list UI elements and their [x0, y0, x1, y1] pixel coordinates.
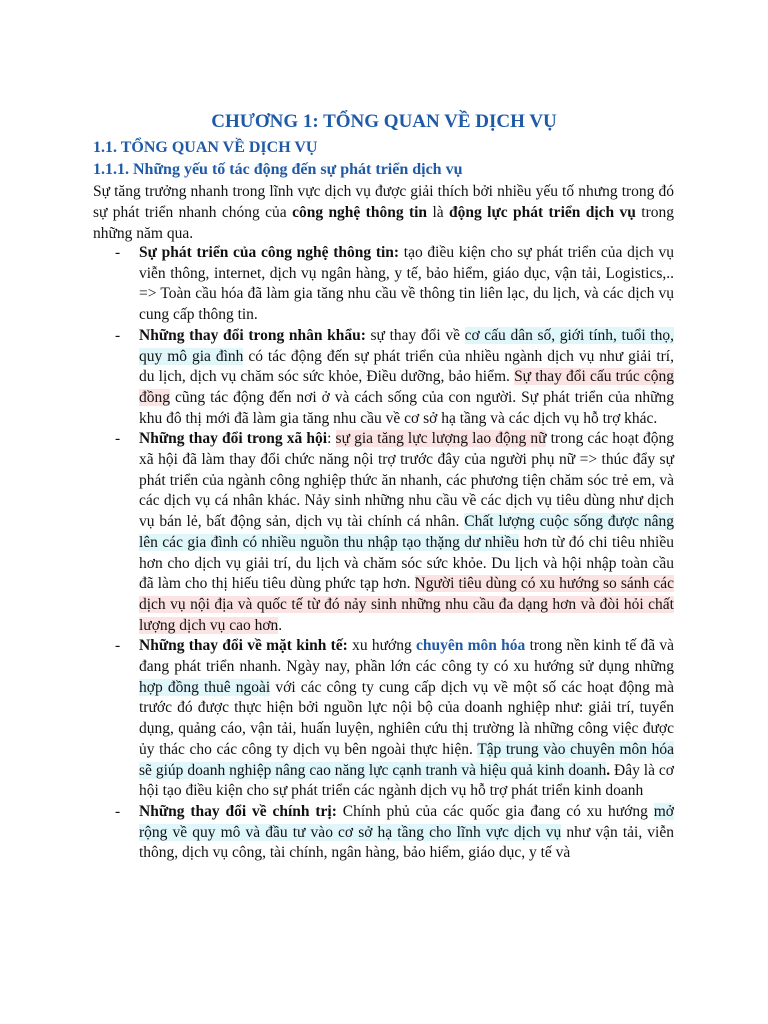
item-text: trong nền kinh tế đã và đang phát triển nhanh. Ngày nay, phần lớn các công ty có xu hướng sử dụng những [139, 637, 674, 676]
list-item-demographics [93, 326, 674, 430]
item-text: xu hướng [347, 637, 416, 655]
highlight-cyan: hợp đồng thuê ngoài [139, 678, 271, 696]
item-text: : [327, 430, 336, 448]
bullet-dash: - [115, 802, 121, 820]
intro-bold-driver: động lực phát triển dịch vụ [449, 204, 636, 221]
highlight-pink: sự gia tăng lực lượng lao động nữ [335, 430, 547, 448]
item-text: tạo điều kiện cho sự phát triển của dịch vụ viễn thông, internet, dịch vụ ngân hàng, y tế, bảo hiểm, giáo dục, vận tải, Logistics,.. => Toàn cầu hóa đã làm gia tăng nhu cầu về thông tin liên lạc, du lịch, và các dịch vụ cung cấp thông tin. [139, 244, 674, 324]
item-text: hơn từ đó chi tiêu nhiều hơn cho dịch vụ giải trí, du lịch và chăm sóc sức khỏe. Du lịch và hội nhập toàn cầu đã làm cho thị hiếu tiêu dùng phức tạp hơn. [139, 533, 674, 593]
item-text: Chính phủ của các quốc gia đang có xu hướng [336, 802, 654, 820]
list-item-economy [93, 636, 674, 802]
item-text: sự thay đổi về [365, 326, 465, 344]
highlight-cyan: mở rộng về quy mô và đầu tư vào cơ sở hạ tầng cho lĩnh vực dịch vụ [139, 802, 674, 841]
bullet-dash: - [115, 244, 121, 261]
highlight-cyan: Tập trung vào chuyên môn hóa sẽ giúp doanh nghiệp nâng cao năng lực cạnh tranh và hiệu quả kinh doanh [139, 740, 675, 779]
intro-bold-it: công nghệ thông tin [292, 204, 428, 221]
factor-list [93, 243, 674, 864]
intro-text: Sự tăng trưởng nhanh trong lĩnh vực dịch vụ được giải thích bởi nhiều yếu tố nhưng trong đó sự phát triển nhanh chóng của [93, 183, 674, 221]
bullet-dash: - [115, 637, 121, 655]
intro-text: trong những năm qua. [93, 204, 675, 242]
item-label: Những thay đổi trong xã hội [139, 430, 328, 448]
highlight-cyan: Chất lượng cuộc sống được nâng lên các gia đình có nhiều nguồn thu nhập tạo thặng dư nhiều [139, 513, 674, 551]
item-label: Những thay đổi về chính trị: [139, 802, 337, 820]
highlight-pink: Sự thay đổi cấu trúc cộng đồng [139, 368, 674, 406]
item-text: . [278, 616, 283, 634]
subsection-heading: 1.1.1. Những yếu tố tác động đến sự phát triển dịch vụ [93, 161, 463, 178]
bold-period: . [606, 761, 611, 779]
intro-text: là [427, 204, 450, 221]
item-text: Đây là cơ hội tạo điều kiện cho sự phát triển các ngành dịch vụ hỗ trợ phát triển kinh doanh [139, 761, 674, 800]
item-text: cũng tác động đến nơi ở và cách sống của con người. Sự phát triển của những khu đô thị mới đã làm gia tăng nhu cầu về cơ sở hạ tầng và các dịch vụ hỗ trợ khác. [139, 388, 674, 427]
keyword-specialization: chuyên môn hóa [416, 637, 526, 655]
highlight-cyan: cơ cấu dân số, giới tính, tuổi thọ, quy mô gia đình [139, 326, 674, 365]
item-text: trong các hoạt động xã hội đã làm thay đổi chức năng nội trợ trước đây của người phụ nữ => thúc đẩy sự phát triển của ngành công nghiệp thức ăn nhanh, các phương tiện chăm sóc trẻ em, và các dịch vụ cá nhân khác. Nảy sinh những nhu cầu về các dịch vụ tiêu dùng như dịch vụ bán lẻ, bất động sản, dịch vụ tài chính cá nhân. [139, 430, 674, 531]
intro-paragraph [93, 181, 674, 244]
item-text: như vận tải, viễn thông, dịch vụ công, tài chính, ngân hàng, bảo hiểm, giáo dục, y tế và [139, 823, 674, 862]
section-heading: 1.1. TỔNG QUAN VỀ DỊCH VỤ [93, 139, 318, 156]
item-text: với các công ty cung cấp dịch vụ về một số các hoạt động mà trước đó được thực hiện bởi nguồn lực nội bộ của doanh nghiệp như: giải trí, tuyển dụng, quảng cáo, vận tải, huấn luyện, nghiên cứu thị trường là những công việc được ủy thác cho các công ty dịch vụ bên ngoài thực hiện. [139, 678, 674, 758]
list-item-society [93, 429, 674, 636]
bullet-dash: - [115, 326, 121, 344]
item-text: có tác động đến sự phát triển của nhiều ngành dịch vụ như giải trí, du lịch, dịch vụ chăm sóc sức khỏe, Điều dưỡng, bảo hiểm. [139, 347, 674, 386]
list-item-politics [93, 802, 674, 864]
item-label: Những thay đổi về mặt kinh tế: [139, 637, 348, 655]
bullet-dash: - [115, 430, 121, 448]
chapter-title: CHƯƠNG 1: TỔNG QUAN VỀ DỊCH VỤ [211, 111, 557, 132]
item-label: Sự phát triển của công nghệ thông tin: [139, 244, 400, 261]
list-item-technology [93, 243, 674, 326]
highlight-pink: Người tiêu dùng có xu hướng so sánh các dịch vụ nội địa và quốc tế từ đó nảy sinh những nhu cầu đa dạng hơn và đòi hỏi chất lượng dịch vụ cao hơn [139, 575, 674, 634]
item-label: Những thay đổi trong nhân khẩu: [139, 326, 366, 344]
